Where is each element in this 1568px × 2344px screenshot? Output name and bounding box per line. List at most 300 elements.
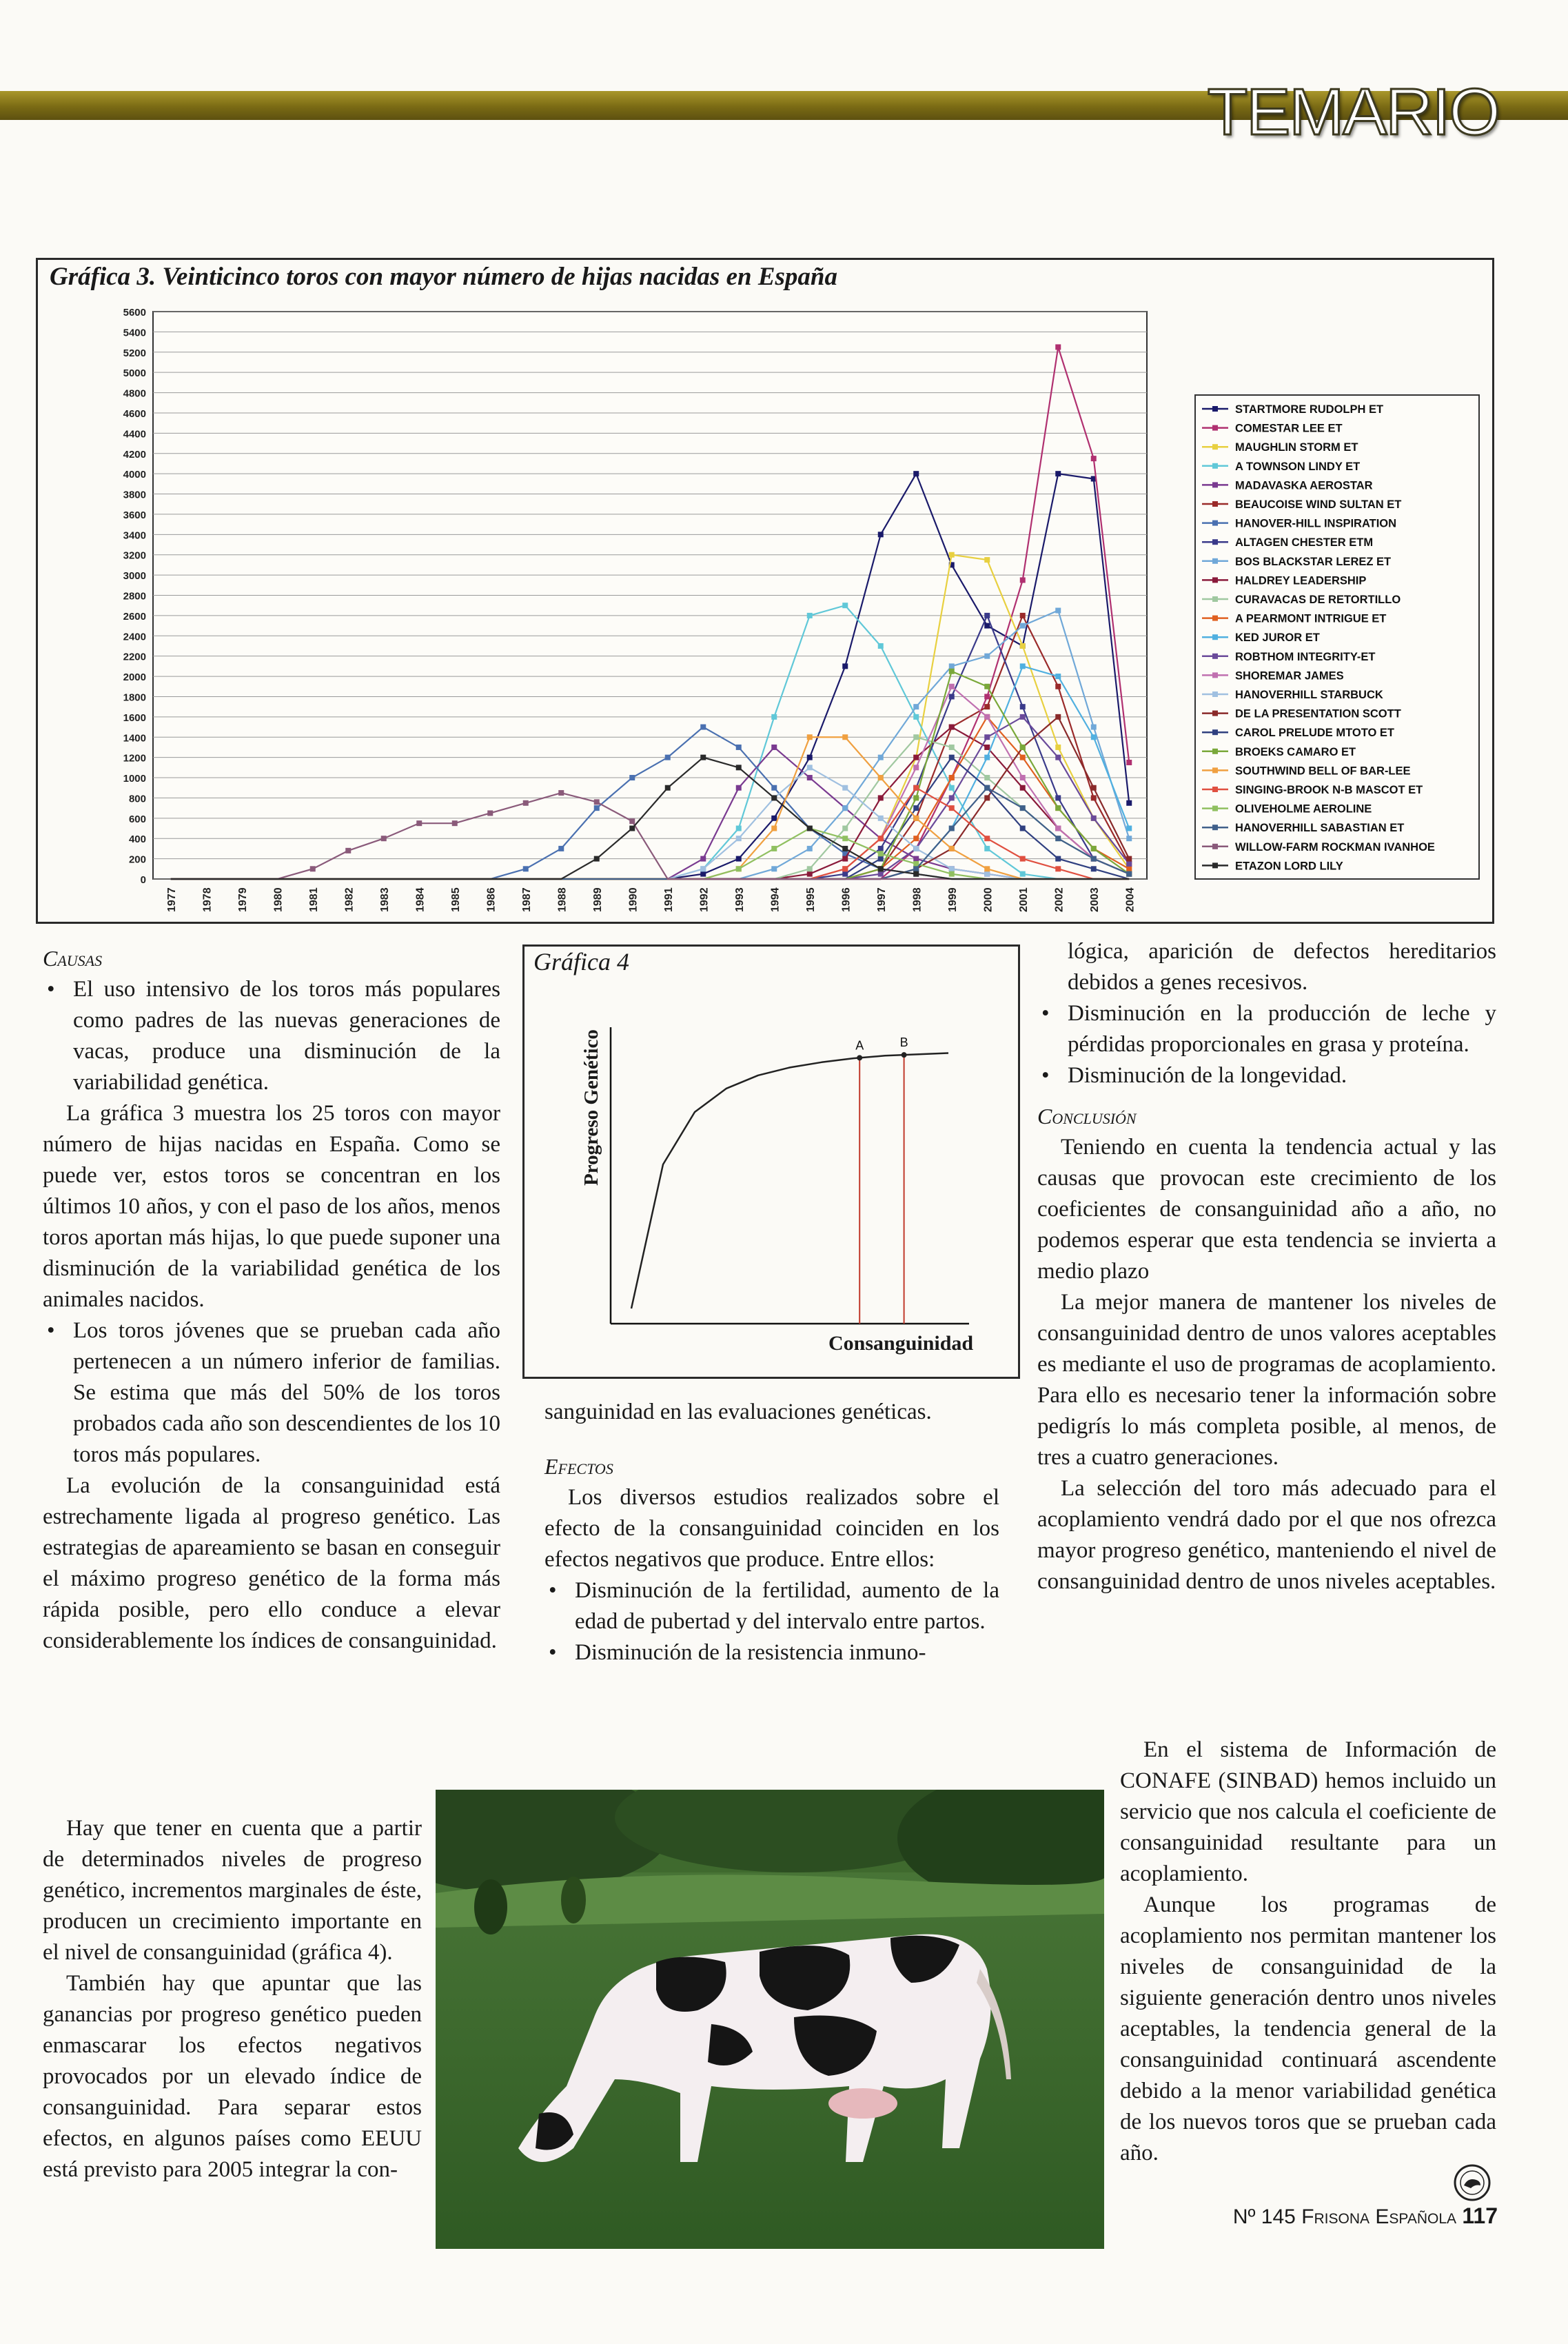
- chart3-x-tick: 1994: [769, 887, 782, 912]
- chart3-data-point: [1020, 704, 1026, 709]
- chart3-data-point: [913, 836, 919, 841]
- causas-paragraph-4: También hay que apuntar que las ganancias por progreso genético pueden enmascarar los efectos negativos provocados por un elevado índice de consanguinidad. Para separar estos efectos, en algunos países como EEUU está previsto para 2005 integrar la con-: [43, 1971, 422, 2182]
- chart3-legend-label: HANOVERHILL STARBUCK: [1235, 689, 1383, 701]
- chart3-data-point: [1020, 871, 1026, 877]
- chart3-data-point: [1126, 856, 1132, 862]
- chart3-data-point: [807, 826, 813, 831]
- chart3-data-point: [736, 856, 742, 862]
- chart3-y-tick: 0: [140, 874, 146, 886]
- chart3-y-tick: 1800: [123, 691, 146, 704]
- chart3-legend-marker: [1212, 596, 1218, 602]
- chart3-legend-label: ROBTHOM INTEGRITY-ET: [1235, 650, 1376, 663]
- chart3-data-point: [913, 765, 919, 770]
- chart3-data-point: [984, 704, 990, 709]
- chart3-legend-marker: [1212, 577, 1218, 583]
- chart3-y-tick: 800: [128, 793, 146, 805]
- chart3-data-point: [984, 684, 990, 689]
- chart3-data-point: [913, 704, 919, 709]
- chart3-data-point: [878, 795, 884, 800]
- chart3-data-point: [913, 846, 919, 851]
- chart3-data-point: [949, 725, 955, 730]
- chart3-x-tick: 2000: [982, 887, 995, 912]
- chart3-legend-label: DE LA PRESENTATION SCOTT: [1235, 707, 1401, 720]
- chart3-data-point: [807, 846, 813, 851]
- chart3-data-point: [984, 836, 990, 841]
- chart3-data-point: [913, 795, 919, 800]
- chart3-data-point: [1020, 745, 1026, 750]
- chart3-legend-marker: [1212, 654, 1218, 659]
- chart3-legend-label: ETAZON LORD LILY: [1235, 860, 1343, 873]
- chart3-data-point: [878, 775, 884, 780]
- chart3-data-point: [913, 471, 919, 476]
- chart3-legend-label: A TOWNSON LINDY ET: [1235, 460, 1361, 473]
- chart3-data-point: [842, 603, 848, 608]
- chart3-legend-marker: [1212, 691, 1218, 697]
- chart3-data-point: [878, 866, 884, 871]
- chart3-x-tick: 1991: [662, 887, 675, 912]
- chart3-legend-label: SOUTHWIND BELL OF BAR-LEE: [1235, 765, 1411, 778]
- causas-heading: Causas: [43, 946, 103, 971]
- chart3-y-tick: 600: [128, 813, 146, 825]
- chart3-data-point: [878, 846, 884, 851]
- chart3-data-point: [558, 790, 564, 796]
- chart3-data-point: [665, 785, 671, 791]
- chart3-x-tick: 1981: [307, 887, 320, 912]
- chart3-legend-label: CAROL PRELUDE MTOTO ET: [1235, 727, 1395, 740]
- chart3-data-point: [949, 866, 955, 871]
- chart3-data-point: [736, 866, 742, 871]
- chart3-y-tick: 200: [128, 853, 146, 866]
- chart3-data-point: [1020, 613, 1026, 618]
- chart3-data-point: [1091, 846, 1097, 851]
- chart3-x-tick: 2001: [1017, 887, 1030, 912]
- chart3-data-point: [700, 725, 706, 730]
- chart4-marker-point: [902, 1052, 907, 1058]
- chart3-x-tick: 1999: [946, 887, 959, 912]
- chart3-data-point: [949, 775, 955, 780]
- chart3-y-tick: 3800: [123, 489, 146, 501]
- efectos-bullet-1: • Disminución de la fertilidad, aumento de la edad de pubertad y del intervalo entre partos.: [544, 1575, 999, 1637]
- chart3-legend-label: WILLOW-FARM ROCKMAN IVANHOE: [1235, 840, 1435, 853]
- chart3-data-point: [1091, 734, 1097, 740]
- chart3-data-point: [878, 871, 884, 877]
- chart3-legend-marker: [1212, 558, 1218, 564]
- chart3-data-point: [310, 866, 316, 871]
- chart3-data-point: [984, 745, 990, 750]
- chart3-data-point: [1091, 856, 1097, 862]
- chart3-data-point: [984, 846, 990, 851]
- chart3-legend-label: STARTMORE RUDOLPH ET: [1235, 403, 1384, 416]
- chart3-x-tick: 1993: [733, 887, 746, 912]
- column-2: [544, 1397, 999, 1668]
- chart3-data-point: [1020, 577, 1026, 583]
- conclusion-paragraph-3: La selección del toro más adecuado para el acoplamiento vendrá dado por el que nos ofrezca mayor progreso genético, manteniendo el nivel de consanguinidad dentro de unos niveles aceptables.: [1037, 1476, 1496, 1594]
- chart3-data-point: [913, 866, 919, 871]
- chart3-data-point: [381, 836, 387, 841]
- chart3-legend-marker: [1212, 787, 1218, 792]
- publication-name: Frisona Española: [1301, 2205, 1457, 2228]
- chart3-data-point: [949, 805, 955, 811]
- chart3-data-point: [1020, 785, 1026, 791]
- chart3-legend-label: MADAVASKA AEROSTAR: [1235, 479, 1373, 492]
- chart3-data-point: [807, 613, 813, 618]
- chart3-data-point: [878, 643, 884, 649]
- chart3-data-point: [984, 785, 990, 791]
- chart3-y-tick: 1000: [123, 773, 146, 785]
- chart3-data-point: [913, 734, 919, 740]
- conclusion-paragraph-5: Aunque los programas de acoplamiento nos permitan mantener los niveles de consanguinidad de la siguiente generación dentro unos niveles aceptables, la tendencia general de la consanguinidad continuará ascendente debido a la menor variabilidad genética de los nuevos toros que se prueban cada año.: [1120, 1892, 1496, 2165]
- chart3-x-tick: 2002: [1053, 887, 1066, 912]
- chart3-legend-marker: [1212, 634, 1218, 640]
- chart3-data-point: [1020, 714, 1026, 720]
- chart3-x-tick: 1979: [236, 887, 249, 912]
- chart3-data-point: [949, 552, 955, 558]
- chart3-y-tick: 3000: [123, 570, 146, 583]
- chart3-data-point: [842, 805, 848, 811]
- chart3-data-point: [700, 866, 706, 871]
- chart3-data-point: [736, 765, 742, 770]
- chart3-legend-marker: [1212, 711, 1218, 716]
- chart3-data-point: [807, 734, 813, 740]
- chart3-data-point: [1091, 725, 1097, 730]
- chart3-y-tick: 4000: [123, 469, 146, 481]
- chart3-legend-marker: [1212, 501, 1218, 507]
- chart3-data-point: [629, 775, 635, 780]
- chart3-data-point: [842, 866, 848, 871]
- chart3-data-point: [949, 871, 955, 877]
- chart3-data-point: [878, 532, 884, 537]
- chart3-data-point: [629, 818, 635, 824]
- chart3-data-point: [1091, 816, 1097, 821]
- chart3-y-tick: 400: [128, 833, 146, 846]
- chart3-y-tick: 2200: [123, 651, 146, 663]
- chart3-data-point: [1055, 826, 1061, 831]
- issue-number: Nº 145: [1232, 2205, 1296, 2228]
- chart3-data-point: [1055, 344, 1061, 350]
- chart3-legend-label: CURAVACAS DE RETORTILLO: [1235, 594, 1401, 606]
- chart3-data-point: [700, 755, 706, 760]
- page-number: 117: [1462, 2203, 1498, 2228]
- chart3-x-tick: 1987: [520, 887, 533, 912]
- chart3-y-tick: 3600: [123, 509, 146, 521]
- chart3-y-tick: 1400: [123, 732, 146, 745]
- chart3-data-point: [984, 866, 990, 871]
- chart3-x-tick: 1998: [911, 887, 924, 912]
- chart3-y-tick: 4200: [123, 448, 146, 461]
- chart3-legend-marker: [1212, 844, 1218, 849]
- section-title: TEMARIO: [1207, 75, 1499, 149]
- chart3-data-point: [984, 557, 990, 563]
- chart3-data-point: [984, 623, 990, 629]
- chart3-data-point: [1020, 775, 1026, 780]
- chart3-legend-label: BEAUCOISE WIND SULTAN ET: [1235, 498, 1402, 511]
- chart3-data-point: [913, 714, 919, 720]
- chart3-y-tick: 1200: [123, 752, 146, 765]
- chart3-y-tick: 2000: [123, 671, 146, 684]
- chart3-data-point: [700, 856, 706, 862]
- chart3-data-point: [1126, 836, 1132, 841]
- chart3-legend-marker: [1212, 463, 1218, 469]
- chart3-x-tick: 1983: [378, 887, 391, 912]
- chart3-legend-marker: [1212, 616, 1218, 621]
- chart3-legend-marker: [1212, 482, 1218, 487]
- chart3-legend-label: BOS BLACKSTAR LEREZ ET: [1235, 555, 1392, 568]
- chart3-data-point: [1055, 674, 1061, 679]
- chart3-data-point: [913, 785, 919, 791]
- chart3-data-point: [736, 785, 742, 791]
- chart3-legend-marker: [1212, 425, 1218, 431]
- chart3-x-tick: 1990: [627, 887, 640, 912]
- chart3-y-tick: 2400: [123, 631, 146, 643]
- chart4-curve: [631, 1053, 948, 1309]
- chart3-legend-label: KED JUROR ET: [1235, 632, 1320, 645]
- chart3-x-tick: 1985: [449, 887, 462, 912]
- chart3-data-point: [345, 848, 351, 853]
- chart3-data-point: [984, 714, 990, 720]
- chart3-data-point: [487, 810, 493, 816]
- chart3-x-tick: 1986: [485, 887, 498, 912]
- chart3-data-point: [771, 714, 777, 720]
- chart3-data-point: [1126, 866, 1132, 871]
- chart3-legend-marker: [1212, 767, 1218, 773]
- chart3-x-tick: 1989: [591, 887, 604, 912]
- chart3-legend-label: SHOREMAR JAMES: [1235, 669, 1344, 683]
- chart3-data-point: [771, 816, 777, 821]
- chart3-data-point: [771, 795, 777, 800]
- chart3-data-point: [984, 871, 990, 877]
- causas-paragraph-1: La gráfica 3 muestra los 25 toros con mayor número de hijas nacidas en España. Como se puede ver, estos toros se concentran en los últimos 10 años, y con el paso de los años, menos toros aportan más hijas, lo que puede suponer una disminución de la variabilidad genética de los animales nacidos.: [43, 1101, 500, 1312]
- chart3-data-point: [1091, 456, 1097, 461]
- conclusion-paragraph-1: Teniendo en cuenta la tendencia actual y las causas que provocan este crecimiento de los coeficientes de consanguinidad año a año, no podemos esperar que esta tendencia se invierta a medio plazo: [1037, 1135, 1496, 1284]
- chart3-y-tick: 5400: [123, 327, 146, 339]
- chart3-data-point: [807, 755, 813, 760]
- chart3-data-point: [1055, 714, 1061, 720]
- chart3-data-point: [1126, 800, 1132, 806]
- chart3-data-point: [629, 826, 635, 831]
- chart3-data-point: [807, 871, 813, 877]
- chart3-legend-label: COMESTAR LEE ET: [1235, 422, 1343, 435]
- chart3-legend-marker: [1212, 806, 1218, 811]
- conclusion-continuation: lógica, aparición de defectos hereditarios debidos a genes recesivos.: [1068, 939, 1496, 995]
- chart3-data-point: [1055, 866, 1061, 871]
- chart3-legend-marker: [1212, 406, 1218, 412]
- chart3-x-tick: 1992: [698, 887, 711, 912]
- efectos-bullet-2: • Disminución de la resistencia inmuno-: [544, 1637, 999, 1668]
- chart3-data-point: [1020, 856, 1026, 862]
- efectos-bullet-3: • Disminución en la producción de leche y pérdidas proporcionales en grasa y proteína.: [1037, 998, 1496, 1060]
- chart3-x-tick: 1978: [201, 887, 214, 912]
- chart3-data-point: [1020, 826, 1026, 831]
- chart3-data-point: [1126, 826, 1132, 831]
- chart3-data-point: [878, 816, 884, 821]
- chart3-data-point: [1055, 608, 1061, 614]
- chart3-data-point: [984, 795, 990, 800]
- chart3-data-point: [913, 805, 919, 811]
- chart3-data-point: [771, 866, 777, 871]
- chart3-data-point: [842, 826, 848, 831]
- chart3-data-point: [1020, 755, 1026, 760]
- chart3-data-point: [842, 734, 848, 740]
- causas-bullet-1: • El uso intensivo de los toros más populares como padres de las nuevas generaciones de vacas, produce una disminución de la variabilidad genética.: [43, 974, 500, 1098]
- chart3-data-point: [807, 775, 813, 780]
- chart3-y-tick: 5000: [123, 367, 146, 380]
- chart3-data-point: [700, 871, 706, 877]
- chart3-data-point: [842, 846, 848, 851]
- chart3-legend-marker: [1212, 825, 1218, 830]
- chart3-x-tick: 1982: [343, 887, 356, 912]
- chart3-legend-marker: [1212, 749, 1218, 754]
- chart3-data-point: [984, 654, 990, 659]
- chart3-data-point: [984, 694, 990, 699]
- chart3-y-tick: 3200: [123, 549, 146, 562]
- efectos-heading: Efectos: [544, 1454, 613, 1479]
- chart3-data-point: [523, 800, 529, 806]
- chart3-data-point: [594, 856, 600, 862]
- column-3: [1037, 936, 1496, 1597]
- page-footer: [1233, 2203, 1498, 2229]
- chart3-x-tick: 2004: [1124, 887, 1137, 912]
- chart3-data-point: [949, 663, 955, 669]
- chart3-data-point: [949, 785, 955, 791]
- chart3-data-point: [1055, 471, 1061, 476]
- chart3-data-point: [1126, 861, 1132, 867]
- chart3-plot: [36, 258, 1490, 920]
- chart3-legend-marker: [1212, 444, 1218, 449]
- chart4-plot: [522, 944, 1016, 1375]
- chart3-legend-label: SINGING-BROOK N-B MASCOT ET: [1235, 784, 1423, 796]
- chart3-legend-label: BROEKS CAMARO ET: [1235, 745, 1356, 758]
- chart3-data-point: [594, 805, 600, 811]
- chart3-data-point: [1055, 795, 1061, 800]
- chart3-x-tick: 1997: [875, 887, 888, 912]
- chart3-y-tick: 5200: [123, 347, 146, 359]
- chart4-marker-label: B: [899, 1035, 908, 1050]
- chart3-data-point: [807, 866, 813, 871]
- chart3-legend-marker: [1212, 672, 1218, 678]
- chart3-data-point: [949, 755, 955, 760]
- chart3-y-tick: 4400: [123, 428, 146, 441]
- efectos-paragraph-1: Los diversos estudios realizados sobre el efecto de la consanguinidad coinciden en los efectos negativos que produce. Entre ellos:: [544, 1485, 999, 1572]
- chart3-data-point: [807, 765, 813, 770]
- chart4-title: Gráfica 4: [533, 948, 629, 976]
- chart3-legend-marker: [1212, 521, 1218, 526]
- chart3-data-point: [771, 745, 777, 750]
- chart3-data-point: [949, 694, 955, 699]
- chart3-data-point: [665, 755, 671, 760]
- chart4-x-label: Consanguinidad: [828, 1332, 974, 1355]
- chart3-data-point: [842, 663, 848, 669]
- chart3-data-point: [736, 826, 742, 831]
- chart3-y-tick: 5600: [123, 307, 146, 319]
- chart3-y-tick: 3400: [123, 529, 146, 542]
- chart3-data-point: [416, 820, 422, 826]
- chart3-data-point: [1126, 871, 1132, 877]
- chart3-x-tick: 1984: [414, 887, 427, 912]
- chart3-legend-label: HALDREY LEADERSHIP: [1235, 574, 1367, 587]
- causas-paragraph-2: La evolución de la consanguinidad está estrechamente ligada al progreso genético. Las estrategias de apareamiento se basan en conseguir el máximo progreso genético de la forma más rápida posible, pero ello conduce a elevar considerablemente los índices de consanguinidad.: [43, 1473, 500, 1653]
- chart3-data-point: [949, 795, 955, 800]
- chart3-data-point: [558, 846, 564, 851]
- chart3-data-point: [523, 866, 529, 871]
- chart3-x-tick: 1980: [272, 887, 285, 912]
- chart3-data-point: [771, 846, 777, 851]
- chart3-data-point: [842, 871, 848, 877]
- chart3-data-point: [984, 755, 990, 760]
- chart3-data-point: [1091, 866, 1097, 871]
- chart3-y-tick: 1600: [123, 711, 146, 724]
- chart3-legend-label: ALTAGEN CHESTER ETM: [1235, 536, 1374, 549]
- chart3-data-point: [878, 856, 884, 862]
- chart3-data-point: [1091, 795, 1097, 800]
- chart3-data-point: [913, 816, 919, 821]
- chart3-legend-marker: [1212, 729, 1218, 735]
- conclusion-paragraph-2: La mejor manera de mantener los niveles de consanguinidad dentro de unos valores aceptables es mediante el uso de programas de acoplamiento. Para ello es necesario tener la información sobre pedigrís lo más completa posible, al menos, de tres a cuatro generaciones.: [1037, 1290, 1496, 1470]
- column-1-lower: [43, 1813, 422, 2185]
- chart3-y-tick: 4600: [123, 407, 146, 420]
- chart3-data-point: [452, 820, 458, 826]
- chart3-legend-marker: [1212, 862, 1218, 868]
- chart3-legend-label: A PEARMONT INTRIGUE ET: [1235, 612, 1387, 625]
- chart4-y-label: Progreso Genético: [580, 1029, 602, 1186]
- chart3-data-point: [878, 836, 884, 841]
- chart3-data-point: [842, 836, 848, 841]
- column-1: [43, 943, 500, 1657]
- chart3-data-point: [949, 745, 955, 750]
- chart3-data-point: [1020, 805, 1026, 811]
- chart3-data-point: [842, 856, 848, 862]
- chart3-x-tick: 1996: [840, 887, 853, 912]
- chart3-y-tick: 4800: [123, 387, 146, 400]
- causas-bullet-2: • Los toros jóvenes que se prueban cada año pertenecen a un número inferior de familias. Se estima que más del 50% de los toros probados cada año son descendientes de los 10 toros más populares.: [43, 1315, 500, 1471]
- chart3-data-point: [878, 851, 884, 856]
- efectos-bullet-4: • Disminución de la longevidad.: [1037, 1060, 1496, 1091]
- chart3-y-tick: 2800: [123, 590, 146, 603]
- chart3-data-point: [949, 669, 955, 674]
- chart3-data-point: [1055, 805, 1061, 811]
- conclusion-paragraph-4: En el sistema de Información de CONAFE (SINBAD) hemos incluido un servicio que nos calcula el coeficiente de consanguinidad resultante para un acoplamiento.: [1120, 1737, 1496, 1886]
- chart3-data-point: [949, 846, 955, 851]
- chart3-data-point: [984, 775, 990, 780]
- chart3-data-point: [1020, 663, 1026, 669]
- chart3-legend-label: HANOVER-HILL INSPIRATION: [1235, 517, 1397, 530]
- chart3-data-point: [949, 826, 955, 831]
- chart3-x-tick: 1988: [556, 887, 569, 912]
- chart3-data-point: [1055, 856, 1061, 862]
- chart3-legend-marker: [1212, 539, 1218, 545]
- causas-paragraph-3: Hay que tener en cuenta que a partir de determinados niveles de progreso genético, incrementos marginales de éste, producen un crecimiento importante en el nivel de consanguinidad (gráfica 4).: [43, 1816, 422, 1965]
- chart3-x-tick: 1977: [165, 887, 178, 912]
- chart3-data-point: [736, 836, 742, 841]
- chart3-data-point: [1055, 836, 1061, 841]
- chart3-data-point: [949, 684, 955, 689]
- conafe-seal-icon: [1453, 2163, 1491, 2202]
- chart3-data-point: [1020, 643, 1026, 649]
- column-3-lower: [1120, 1735, 1496, 2169]
- chart3-data-point: [913, 755, 919, 760]
- chart3-data-point: [1055, 745, 1061, 750]
- chart3-legend-label: HANOVERHILL SABASTIAN ET: [1235, 822, 1405, 835]
- chart3-data-point: [771, 826, 777, 831]
- chart3-legend-label: OLIVEHOLME AEROLINE: [1235, 802, 1372, 816]
- chart3-data-point: [984, 613, 990, 618]
- chart3-data-point: [1055, 755, 1061, 760]
- chart3-data-point: [771, 785, 777, 791]
- chart3-title: Gráfica 3. Veinticinco toros con mayor número de hijas nacidas en España: [50, 263, 837, 291]
- chart3-data-point: [1055, 684, 1061, 689]
- chart3-data-point: [913, 856, 919, 862]
- chart3-data-point: [1020, 623, 1026, 629]
- chart3-y-tick: 2600: [123, 610, 146, 623]
